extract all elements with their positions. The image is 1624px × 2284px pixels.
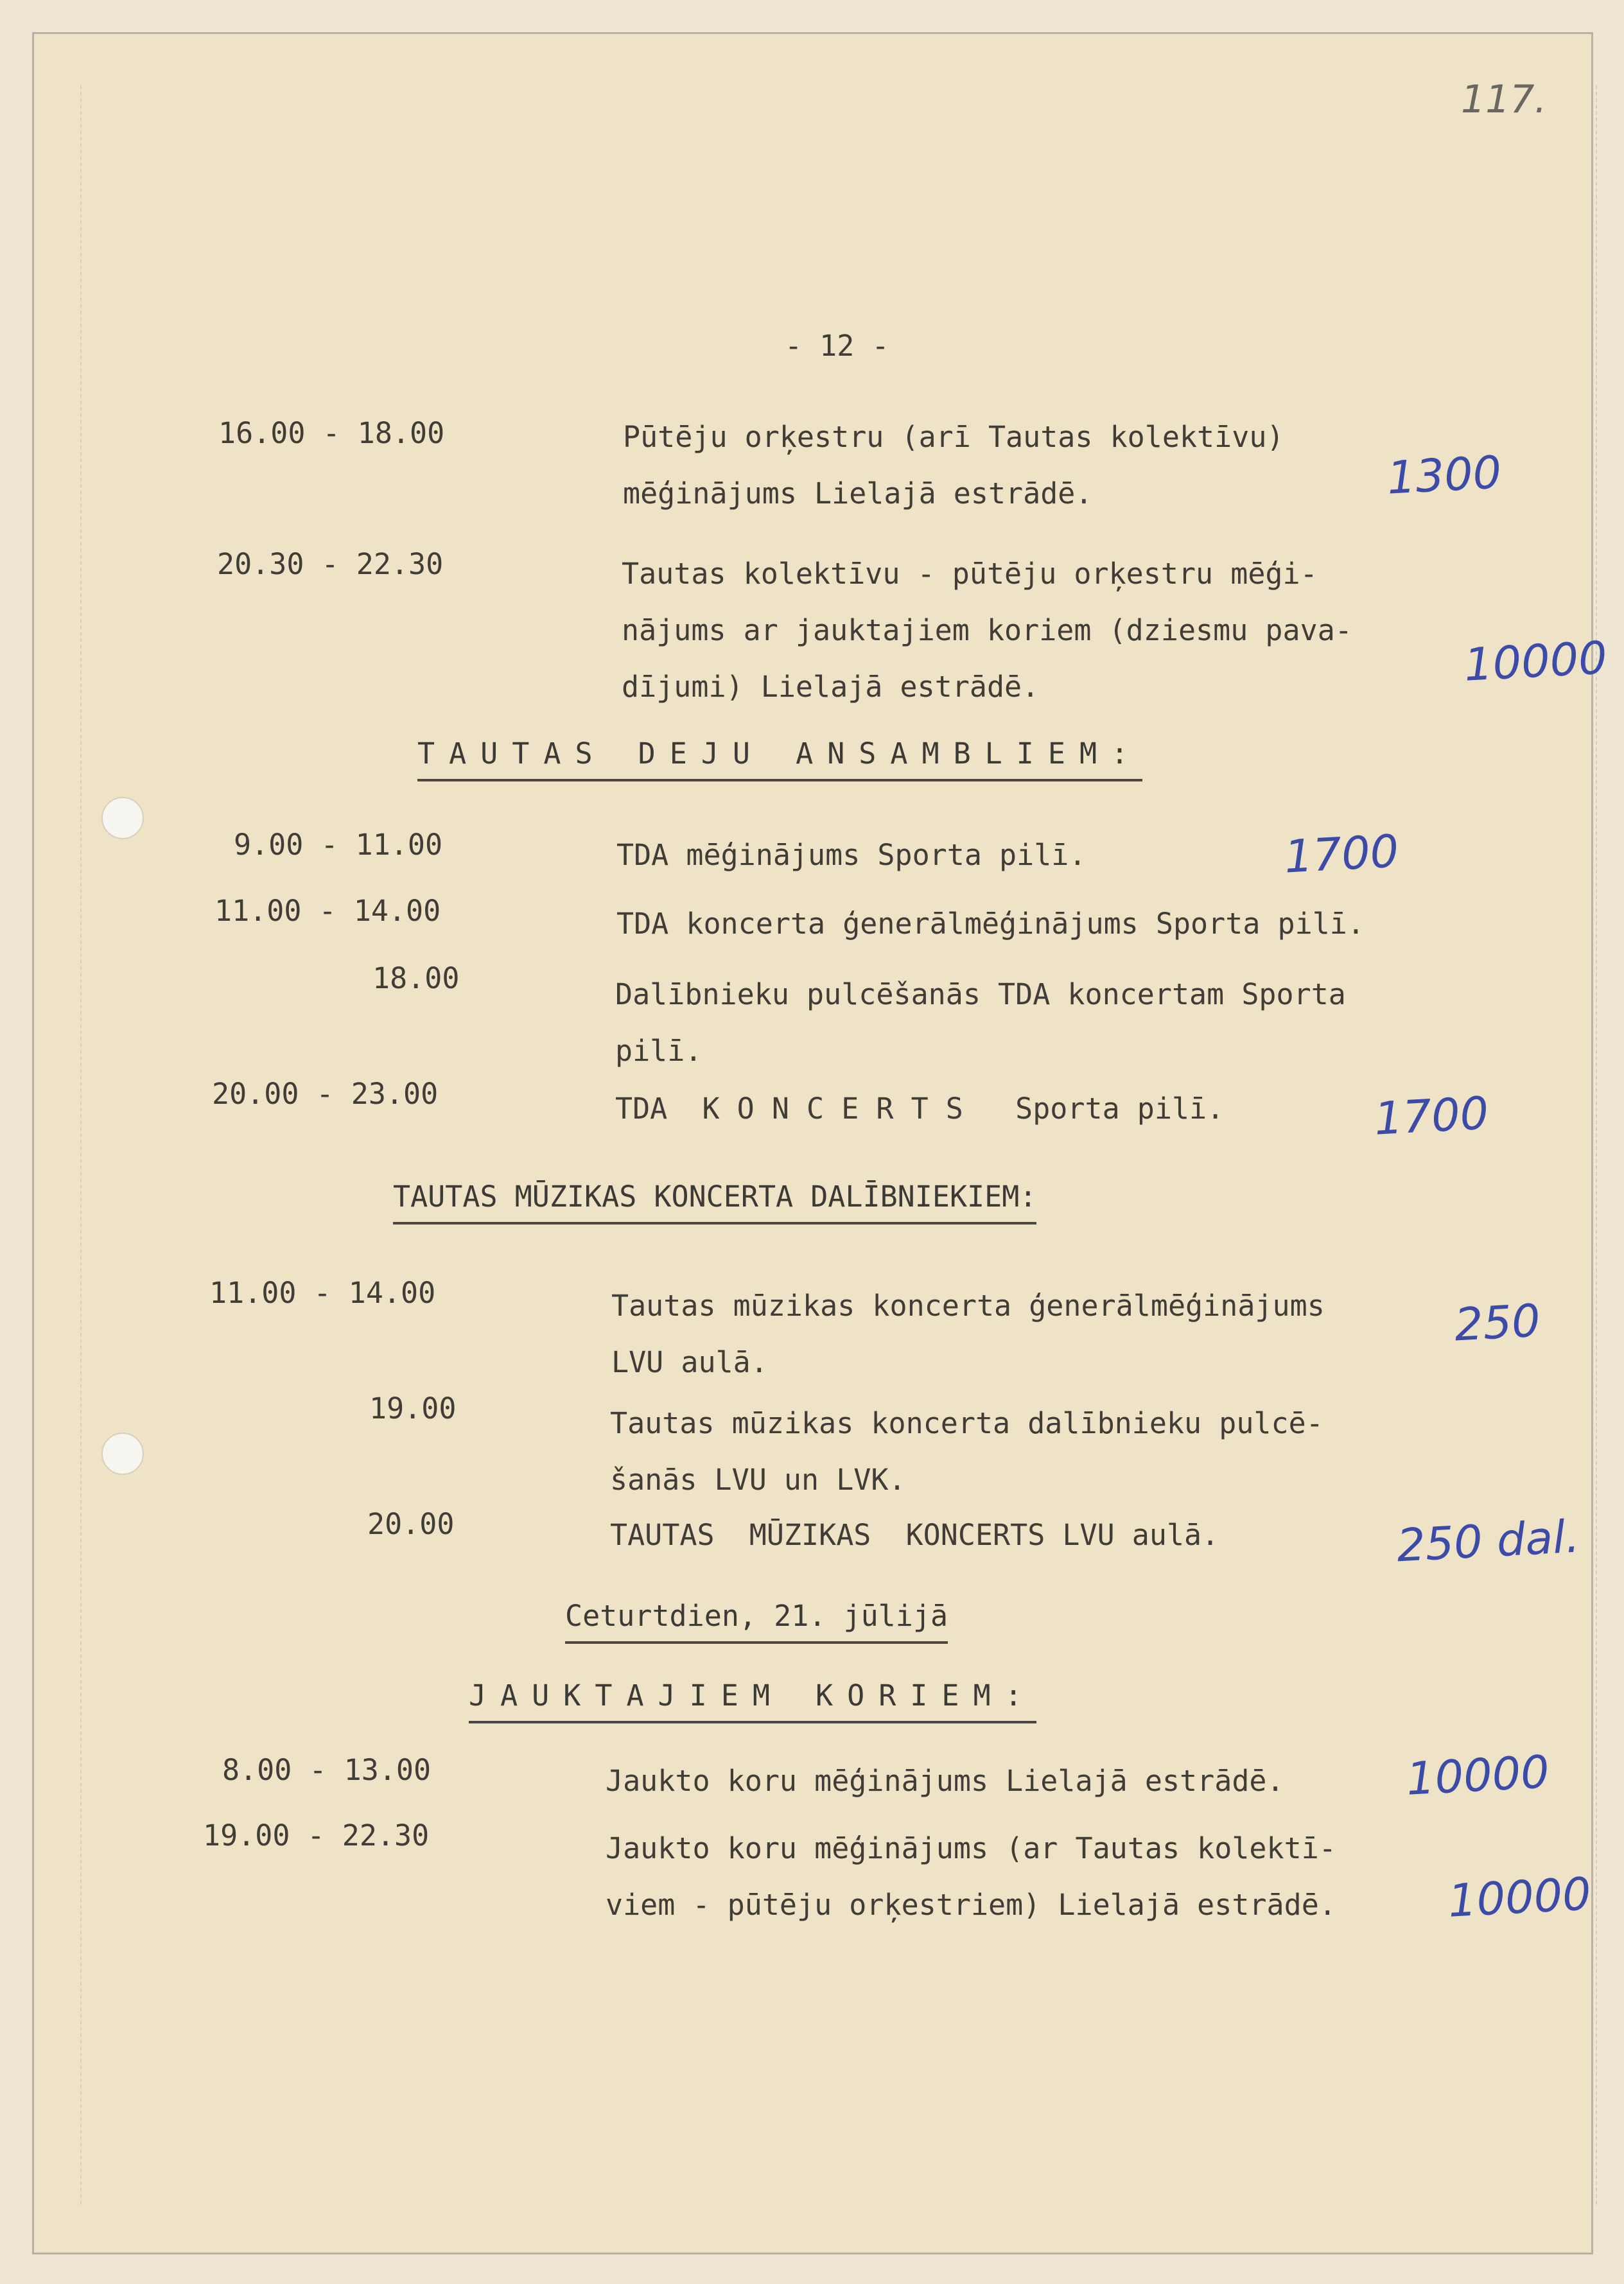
entry-line: šanās LVU un LVK. [610,1463,906,1497]
date-heading: Ceturtdien, 21. jūlijā [565,1591,948,1644]
entry-line: Jaukto koru mēģinājums Lielajā estrādē. [606,1764,1284,1798]
time-label: 11.00 - 14.00 [214,894,441,928]
entry-line: TDA mēģinājums Sporta pilī. [616,838,1087,872]
entry-line: LVU aulā. [611,1345,768,1379]
punch-hole [101,1433,144,1475]
section-heading: TAUTAS DEJU ANSAMBLIEM: [417,729,1142,781]
handwritten-note: 10000 [1405,1745,1551,1806]
time-label: 19.00 - 22.30 [203,1818,430,1852]
time-label: 20.00 - 23.00 [212,1077,439,1111]
time-label: 20.00 [367,1507,455,1541]
entry-line: dījumi) Lielajā estrādē. [622,670,1040,704]
handwritten-note: 1300 [1385,446,1503,505]
folio-number: 117. [1461,77,1547,122]
time-label: 18.00 [372,961,460,995]
fold-line [1596,85,1597,2204]
section-heading: TAUTAS MŪZIKAS KONCERTA DALĪBNIEKIEM: [393,1172,1036,1225]
handwritten-note: 10000 [1463,631,1609,692]
handwritten-note: 1700 [1282,824,1401,884]
entry-line: TAUTAS MŪZIKAS KONCERTS LVU aulā. [610,1518,1219,1552]
page-number: - 12 - [785,329,889,363]
entry-line: Dalībnieku pulcēšanās TDA koncertam Sporta [615,977,1346,1011]
entry-line: Tautas mūzikas koncerta ģenerālmēģinājums [611,1289,1325,1323]
time-label: 11.00 - 14.00 [209,1276,436,1310]
punch-hole [101,797,144,839]
section-heading: JAUKTAJIEM KORIEM: [469,1671,1036,1723]
entry-line: Tautas kolektīvu - pūtēju orķestru mēģi- [622,557,1318,591]
entry-line: TDA koncerta ģenerālmēģinājums Sporta pilī. [616,907,1365,941]
time-label: 19.00 [369,1391,457,1425]
time-label: 16.00 - 18.00 [218,416,445,450]
time-label: 20.30 - 22.30 [217,547,444,581]
fold-line [80,85,82,2204]
time-label: 9.00 - 11.00 [234,828,443,862]
time-label: 8.00 - 13.00 [222,1753,432,1787]
entry-line: Tautas mūzikas koncerta dalībnieku pulcē- [610,1406,1323,1440]
entry-line: nājums ar jauktajiem koriem (dziesmu pava- [622,613,1352,647]
entry-line: mēģinājums Lielajā estrādē. [623,476,1093,510]
entry-line: pilī. [615,1034,703,1068]
handwritten-note: 10000 [1447,1867,1593,1928]
handwritten-note: 1700 [1372,1086,1490,1146]
entry-line: viem - pūtēju orķestriem) Lielajā estrādē. [606,1888,1336,1922]
handwritten-note: 250 dal. [1395,1510,1581,1573]
entry-line: TDA K O N C E R T S Sporta pilī. [615,1092,1225,1126]
handwritten-note: 250 [1453,1294,1542,1352]
entry-line: Pūtēju orķestru (arī Tautas kolektīvu) [623,420,1284,454]
entry-line: Jaukto koru mēģinājums (ar Tautas kolektī- [606,1831,1336,1865]
